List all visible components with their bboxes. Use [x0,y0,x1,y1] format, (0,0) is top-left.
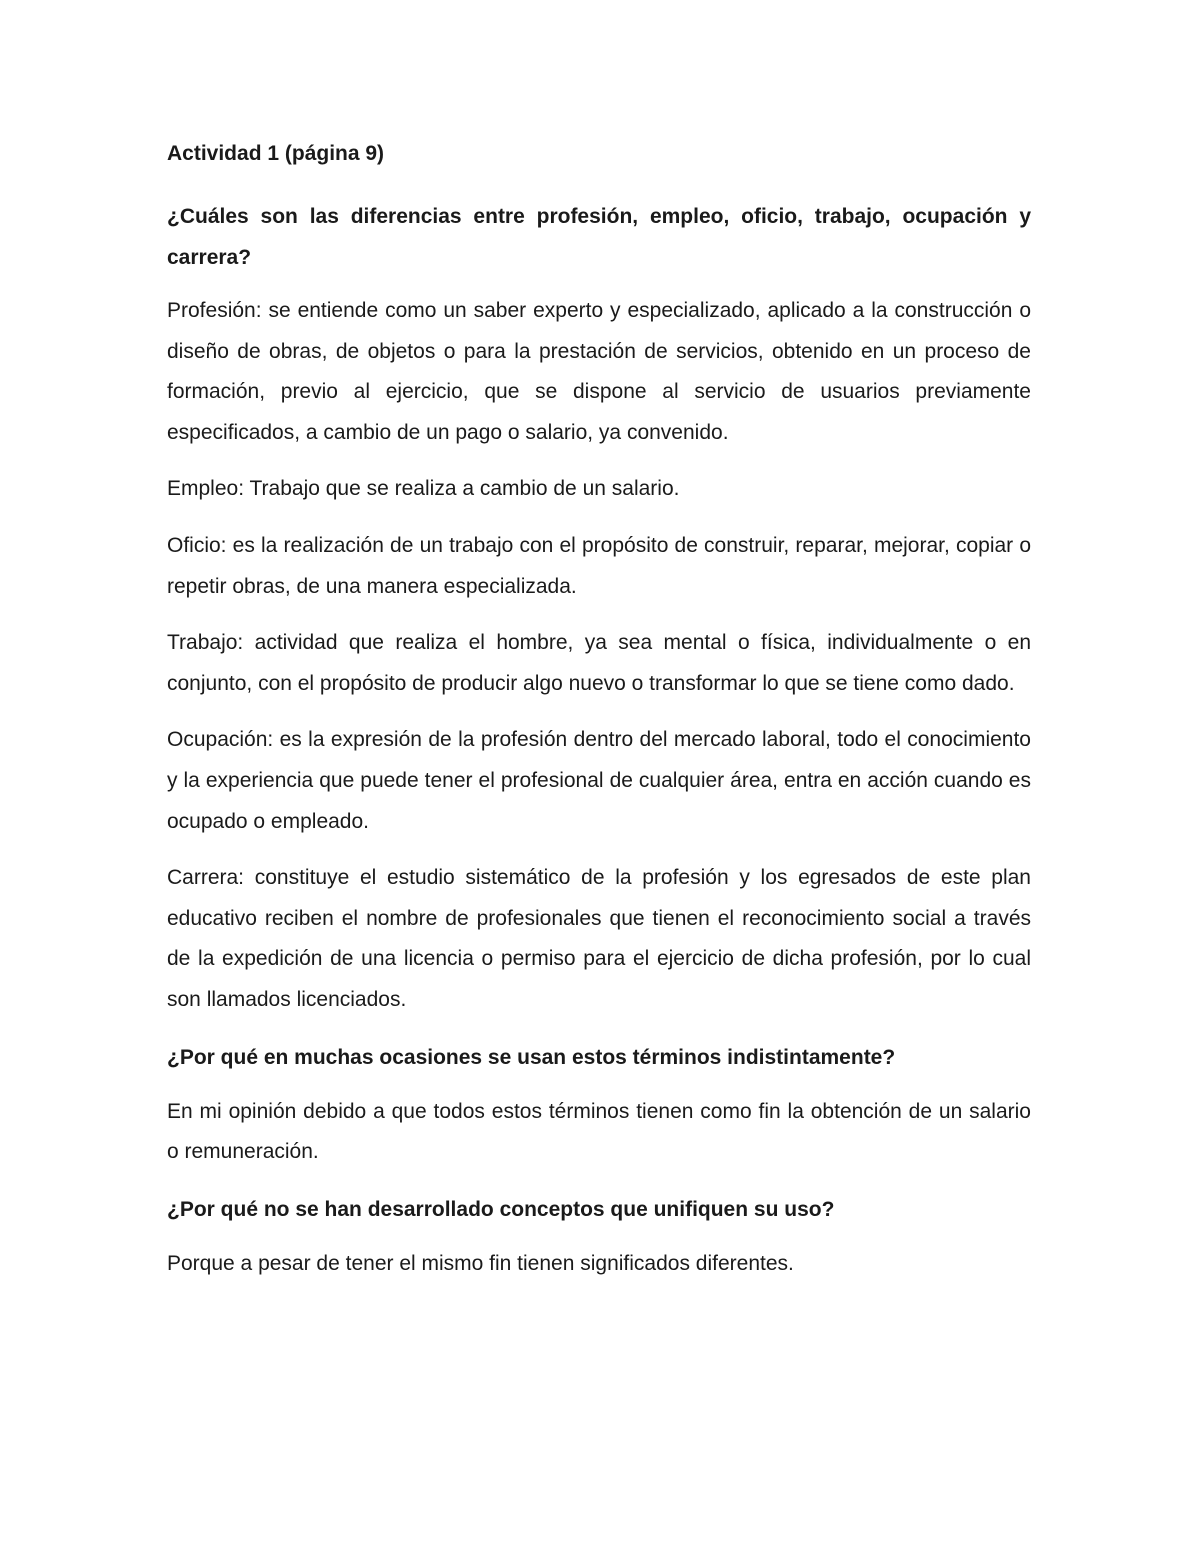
question-indistinct-use: ¿Por qué en muchas ocasiones se usan estos términos indistintamente? [167,1045,896,1069]
definition-carrera: Carrera: constituye el estudio sistemático de la profesión y los egresados de este plan educativo reciben el nombre de profesionales que tienen el reconocimiento social a través de la expedición de una licencia o permiso para el ejercicio de dicha profesión, por lo cual son llamados licenciados. [167,866,1031,1011]
document-page [167,138,1031,1300]
answer-indistinct-use: En mi opinión debido a que todos estos términos tienen como fin la obtención de un salario o remuneración. [167,1099,1031,1164]
definition-empleo: Empleo: Trabajo que se realiza a cambio de un salario. [167,477,680,501]
definition-profesion: Profesión: se entiende como un saber experto y especializado, aplicado a la construcción o diseño de obras, de objetos o para la prestación de servicios, obtenido en un proceso de formación, previo al ejercicio, que se dispone al servicio de usuarios previamente especificados, a cambio de un pago o salario, ya convenido. [167,299,1031,444]
answer-unified-concepts: Porque a pesar de tener el mismo fin tienen significados diferentes. [167,1251,794,1275]
definition-trabajo: Trabajo: actividad que realiza el hombre, ya sea mental o física, individualmente o en conjunto, con el propósito de producir algo nuevo o transformar lo que se tiene como dado. [167,631,1031,695]
document-title: Actividad 1 (página 9) [167,142,385,165]
definition-ocupacion: Ocupación: es la expresión de la profesión dentro del mercado laboral, todo el conocimiento y la experiencia que puede tener el profesional de cualquier área, entra en acción cuando es ocupado o empleado. [167,728,1031,833]
definition-oficio: Oficio: es la realización de un trabajo con el propósito de construir, reparar, mejorar, copiar o repetir obras, de una manera especializada. [167,533,1031,598]
question-unified-concepts: ¿Por qué no se han desarrollado conceptos que unifiquen su uso? [167,1197,835,1221]
question-differences: ¿Cuáles son las diferencias entre profesión, empleo, oficio, trabajo, ocupación y carrera? [167,205,1031,269]
